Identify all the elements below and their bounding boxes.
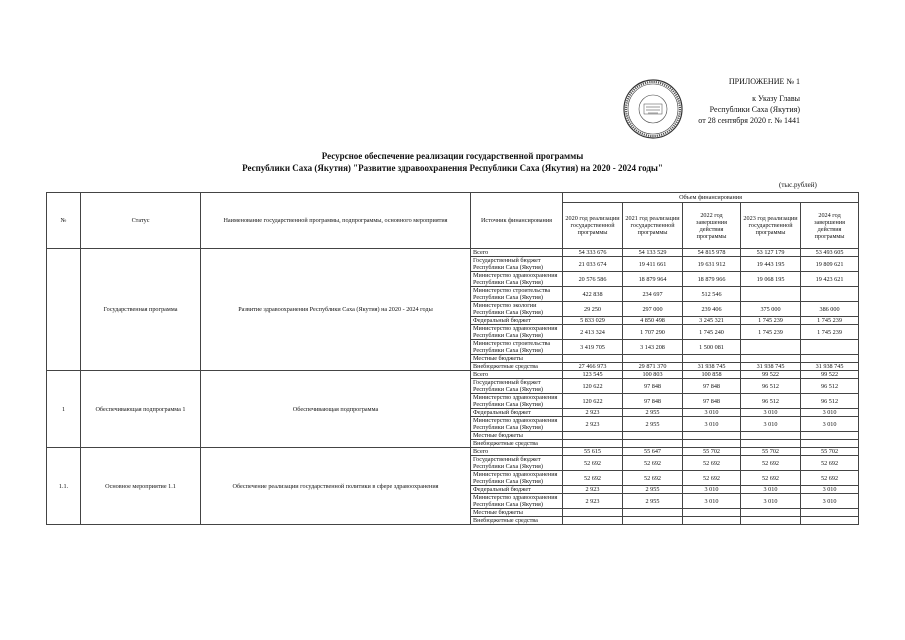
funding-value: 52 692 [683, 456, 741, 471]
table-body [47, 249, 859, 525]
appendix-title: ПРИЛОЖЕНИЕ № 1 [728, 77, 800, 86]
funding-value: 239 406 [683, 302, 741, 317]
funding-value [801, 440, 859, 448]
row-num [47, 249, 81, 371]
funding-value: 3 010 [801, 409, 859, 417]
funding-value: 52 692 [801, 456, 859, 471]
doc-title-line-1: Ресурсное обеспечение реализации государственной программы [321, 151, 584, 161]
funding-source: Всего [471, 371, 563, 379]
official-seal-stamp [622, 78, 684, 140]
funding-value: 19 809 621 [801, 257, 859, 272]
funding-value: 3 010 [741, 409, 801, 417]
funding-value: 3 010 [683, 417, 741, 432]
funding-value: 99 522 [741, 371, 801, 379]
funding-value: 1 745 239 [741, 317, 801, 325]
row-name: Развитие здравоохранения Республики Саха (Якутия) на 2020 - 2024 годы [201, 249, 471, 371]
funding-value: 53 127 179 [741, 249, 801, 257]
funding-value: 2 955 [623, 409, 683, 417]
funding-value: 52 692 [741, 456, 801, 471]
funding-value: 120 622 [563, 394, 623, 409]
funding-value: 2 923 [563, 494, 623, 509]
funding-value [623, 355, 683, 363]
funding-value: 55 702 [801, 448, 859, 456]
funding-source: Министерство строительства Республики Саха (Якутия) [471, 287, 563, 302]
funding-value: 2 923 [563, 486, 623, 494]
funding-value: 100 803 [623, 371, 683, 379]
funding-value [741, 509, 801, 517]
funding-value [623, 509, 683, 517]
funding-value: 123 545 [563, 371, 623, 379]
header-year-2024: 2024 год завершения действия программы [801, 203, 859, 249]
funding-source: Министерство здравоохранения Республики Саха (Якутия) [471, 272, 563, 287]
funding-source: Внебюджетные средства [471, 440, 563, 448]
funding-value: 2 955 [623, 486, 683, 494]
funding-source: Федеральный бюджет [471, 486, 563, 494]
funding-value [801, 355, 859, 363]
funding-value: 52 692 [683, 471, 741, 486]
funding-value: 97 848 [623, 394, 683, 409]
funding-source: Государственный бюджет Республики Саха (Якутия) [471, 257, 563, 272]
funding-value: 97 848 [623, 379, 683, 394]
resource-table [46, 192, 859, 525]
funding-value: 3 419 705 [563, 340, 623, 355]
funding-value: 52 692 [623, 456, 683, 471]
header-source: Источник финансирования [471, 193, 563, 249]
funding-value: 55 647 [623, 448, 683, 456]
funding-value [683, 509, 741, 517]
table-row [47, 249, 859, 257]
funding-source: Всего [471, 448, 563, 456]
funding-source: Внебюджетные средства [471, 363, 563, 371]
appendix-line-1: к Указу Главы [752, 94, 800, 103]
funding-value: 512 546 [683, 287, 741, 302]
funding-value: 4 850 498 [623, 317, 683, 325]
funding-value: 3 143 208 [623, 340, 683, 355]
header-year-2022: 2022 год завершения действия программы [683, 203, 741, 249]
row-num: 1 [47, 371, 81, 448]
table-row [47, 371, 859, 379]
funding-value: 54 133 529 [623, 249, 683, 257]
funding-value: 54 333 676 [563, 249, 623, 257]
funding-value: 97 848 [683, 379, 741, 394]
funding-value: 27 466 973 [563, 363, 623, 371]
funding-value: 2 955 [623, 417, 683, 432]
funding-value: 1 745 240 [683, 325, 741, 340]
funding-value: 55 702 [741, 448, 801, 456]
row-status: Государственная программа [81, 249, 201, 371]
funding-value [563, 432, 623, 440]
funding-value: 52 692 [741, 471, 801, 486]
funding-source: Министерство экологии Республики Саха (Якутия) [471, 302, 563, 317]
funding-source: Министерство здравоохранения Республики Саха (Якутия) [471, 325, 563, 340]
funding-value [683, 355, 741, 363]
funding-value: 52 692 [563, 456, 623, 471]
funding-value [741, 340, 801, 355]
funding-value [801, 340, 859, 355]
funding-value: 19 068 195 [741, 272, 801, 287]
funding-value: 1 500 081 [683, 340, 741, 355]
funding-value: 52 692 [623, 471, 683, 486]
funding-value: 31 938 745 [741, 363, 801, 371]
funding-source: Государственный бюджет Республики Саха (Якутия) [471, 379, 563, 394]
funding-value [801, 432, 859, 440]
funding-value: 3 010 [741, 486, 801, 494]
funding-value: 3 010 [683, 486, 741, 494]
doc-title-line-2: Республики Саха (Якутия) "Развитие здравоохранения Республики Саха (Якутия) на 2020 - 2024 годы" [242, 163, 663, 173]
funding-value [683, 517, 741, 525]
header-year-2020: 2020 год реализации государственной программы [563, 203, 623, 249]
funding-value: 18 879 966 [683, 272, 741, 287]
funding-value: 2 955 [623, 494, 683, 509]
funding-value: 52 692 [801, 471, 859, 486]
funding-value: 297 000 [623, 302, 683, 317]
funding-value: 2 413 324 [563, 325, 623, 340]
funding-value: 99 522 [801, 371, 859, 379]
funding-value: 96 512 [801, 394, 859, 409]
funding-value [623, 432, 683, 440]
funding-value: 19 411 661 [623, 257, 683, 272]
funding-source: Министерство здравоохранения Республики Саха (Якутия) [471, 394, 563, 409]
funding-value [683, 440, 741, 448]
header-year-2021: 2021 год реализации государственной программы [623, 203, 683, 249]
funding-value [623, 517, 683, 525]
funding-source: Местные бюджеты [471, 432, 563, 440]
funding-source: Федеральный бюджет [471, 317, 563, 325]
funding-source: Федеральный бюджет [471, 409, 563, 417]
funding-value [741, 432, 801, 440]
appendix-block [680, 76, 800, 126]
funding-value: 53 493 605 [801, 249, 859, 257]
funding-source: Местные бюджеты [471, 355, 563, 363]
funding-value: 55 702 [683, 448, 741, 456]
funding-value [741, 355, 801, 363]
funding-value: 234 697 [623, 287, 683, 302]
funding-source: Министерство здравоохранения Республики Саха (Якутия) [471, 471, 563, 486]
header-year-2023: 2023 год реализации государственной программы [741, 203, 801, 249]
funding-value: 375 000 [741, 302, 801, 317]
funding-value [623, 440, 683, 448]
funding-value [563, 517, 623, 525]
funding-value: 3 010 [683, 409, 741, 417]
funding-value: 55 615 [563, 448, 623, 456]
funding-value: 1 745 239 [801, 325, 859, 340]
funding-source: Всего [471, 249, 563, 257]
funding-value: 19 631 912 [683, 257, 741, 272]
funding-value: 2 923 [563, 409, 623, 417]
funding-value [741, 517, 801, 525]
funding-value [801, 517, 859, 525]
funding-value: 29 871 370 [623, 363, 683, 371]
funding-value: 2 923 [563, 417, 623, 432]
funding-value: 3 010 [801, 494, 859, 509]
funding-value: 31 938 745 [683, 363, 741, 371]
funding-source: Министерство здравоохранения Республики Саха (Якутия) [471, 494, 563, 509]
funding-value: 3 245 321 [683, 317, 741, 325]
funding-value: 52 692 [563, 471, 623, 486]
funding-value: 422 838 [563, 287, 623, 302]
row-status: Обеспечивающая подпрограмма 1 [81, 371, 201, 448]
funding-value: 29 250 [563, 302, 623, 317]
funding-value: 96 512 [741, 394, 801, 409]
unit-label: (тыс.рублей) [779, 181, 817, 189]
funding-value: 3 010 [801, 417, 859, 432]
funding-value [801, 287, 859, 302]
funding-value: 3 010 [801, 486, 859, 494]
funding-source: Министерство здравоохранения Республики Саха (Якутия) [471, 417, 563, 432]
row-name: Обеспечивающая подпрограмма [201, 371, 471, 448]
funding-value: 96 512 [801, 379, 859, 394]
funding-value: 31 938 745 [801, 363, 859, 371]
funding-source: Внебюджетные средства [471, 517, 563, 525]
funding-value [741, 440, 801, 448]
funding-value [683, 432, 741, 440]
appendix-line-2: Республики Саха (Якутия) [709, 105, 800, 114]
funding-value [563, 509, 623, 517]
funding-source: Государственный бюджет Республики Саха (Якутия) [471, 456, 563, 471]
funding-value: 97 848 [683, 394, 741, 409]
appendix-line-3: от 28 сентября 2020 г. № 1441 [698, 116, 800, 125]
funding-value: 3 010 [741, 494, 801, 509]
header-volume: Объем финансирования [563, 193, 859, 203]
row-name: Обеспечение реализации государственной политики в сфере здравоохранения [201, 448, 471, 525]
row-status: Основное мероприятие 1.1 [81, 448, 201, 525]
funding-value: 3 010 [683, 494, 741, 509]
funding-value: 100 858 [683, 371, 741, 379]
funding-value: 96 512 [741, 379, 801, 394]
row-num: 1.1. [47, 448, 81, 525]
header-status: Статус [81, 193, 201, 249]
funding-value [563, 355, 623, 363]
header-num: № [47, 193, 81, 249]
funding-value: 21 033 674 [563, 257, 623, 272]
funding-value [741, 287, 801, 302]
header-name: Наименование государственной программы, подпрограммы, основного мероприятия [201, 193, 471, 249]
funding-value: 386 000 [801, 302, 859, 317]
funding-value: 3 010 [741, 417, 801, 432]
funding-value: 1 745 239 [741, 325, 801, 340]
funding-value: 5 833 029 [563, 317, 623, 325]
table-row [47, 448, 859, 456]
funding-value: 120 622 [563, 379, 623, 394]
funding-value: 1 745 239 [801, 317, 859, 325]
funding-source: Министерство строительства Республики Саха (Якутия) [471, 340, 563, 355]
funding-value: 19 423 621 [801, 272, 859, 287]
funding-value [801, 509, 859, 517]
funding-value: 19 443 195 [741, 257, 801, 272]
funding-value [563, 440, 623, 448]
funding-value: 18 879 964 [623, 272, 683, 287]
funding-value: 20 576 586 [563, 272, 623, 287]
funding-value: 54 815 978 [683, 249, 741, 257]
funding-value: 1 707 290 [623, 325, 683, 340]
funding-source: Местные бюджеты [471, 509, 563, 517]
